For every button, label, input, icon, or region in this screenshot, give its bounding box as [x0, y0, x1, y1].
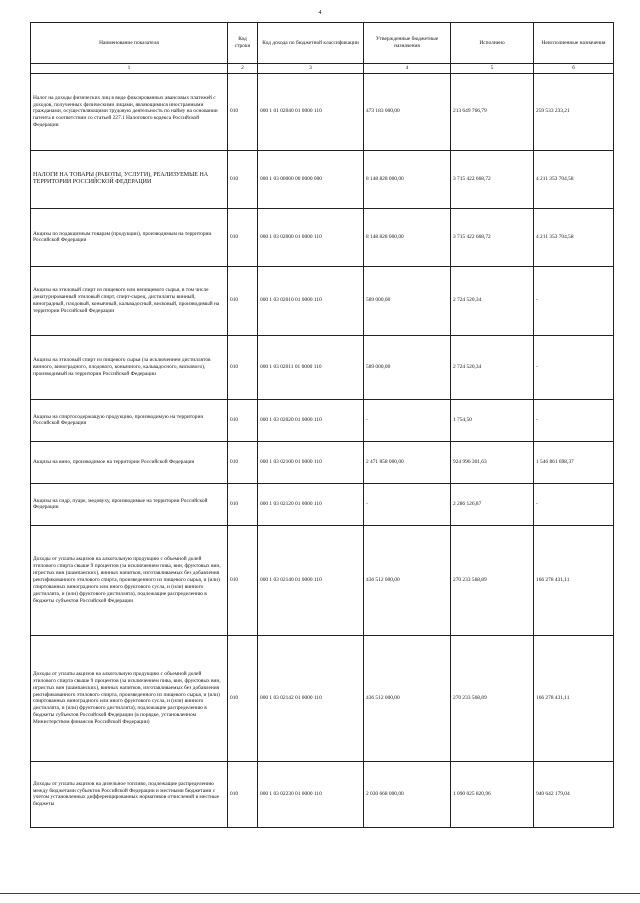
row-line-code: 010: [228, 399, 258, 441]
header-row: [31, 23, 614, 64]
table-row: [31, 266, 614, 335]
row-approved: 436 512 000,00: [364, 635, 451, 761]
row-unexecuted: 4 211 353 704,58: [534, 150, 614, 208]
row-income-code: 000 1 03 02020 01 0000 110: [258, 399, 364, 441]
row-approved: -: [364, 399, 451, 441]
row-unexecuted: -: [534, 399, 614, 441]
row-line-code: 010: [228, 73, 258, 150]
row-name: Акцизы на сидр, пуаре, медовуху, производимые на территории Российской Федерации: [31, 483, 228, 525]
page-bottom-rule: [0, 893, 640, 894]
row-unexecuted: 1 546 861 698,37: [534, 441, 614, 483]
header-line-code: Код строки: [228, 23, 258, 64]
row-unexecuted: 166 278 431,11: [534, 525, 614, 635]
row-income-code: 000 1 03 02000 01 0000 110: [258, 208, 364, 266]
row-approved: 8 148 828 000,00: [364, 150, 451, 208]
row-unexecuted: 259 533 233,21: [534, 73, 614, 150]
row-income-code: 000 1 03 02230 01 0000 110: [258, 761, 364, 827]
row-name: Акцизы на этиловый спирт из пищевого или непищевого сырья, в том числе денатурированный этиловый спирт, спирт-сырец, дистилляты винный, виноградный, плодовый, коньячный, кальвадосный, висковый, производимый на территории Российской Федерации: [31, 266, 228, 335]
column-number: 3: [258, 64, 364, 74]
column-number: 5: [451, 64, 534, 74]
row-name: Налог на доходы физических лиц в виде фиксированных авансовых платежей с доходов, полученных физическими лицами, являющимися иностранными гражданами, осуществляющими трудовую деятельность по найму на основании патента в соответствии со статьей 227.1 Налогового кодекса Российской Федерации: [31, 73, 228, 150]
row-executed: 924 996 301,63: [451, 441, 534, 483]
table-row: [31, 335, 614, 399]
row-name: НАЛОГИ НА ТОВАРЫ (РАБОТЫ, УСЛУГИ), РЕАЛИЗУЕМЫЕ НА ТЕРРИТОРИИ РОССИЙСКОЙ ФЕДЕРАЦИИ: [31, 150, 228, 208]
row-name: Акцизы по подакцизным товарам (продукции), производимым на территории Российской Федерации: [31, 208, 228, 266]
column-number: 6: [534, 64, 614, 74]
row-unexecuted: 166 278 431,11: [534, 635, 614, 761]
row-name: Доходы от уплаты акцизов на алкогольную продукцию с объемной долей этилового спирта свыше 9 процентов (за исключением пива, вин, фруктовых вин, игристых вин (шампанских), винных напитков, изготавливаемых без добавления ректификованного этилового спирта, произведенного из пищевого сырья, и (или) спиртованных виноградного или иного фруктового сусла, и (или) винного дистиллята, и (или) фруктового дистиллята), подлежащие распределению в бюджеты субъектов Российской Федерации (в порядке, установленном Министерством финансов Российской Федерации): [31, 635, 228, 761]
column-number-row: [31, 64, 614, 74]
header-approved: Утвержденные бюджетные назначения: [364, 23, 451, 64]
table-row: [31, 761, 614, 827]
row-executed: 3 715 422 668,72: [451, 150, 534, 208]
row-line-code: 010: [228, 635, 258, 761]
row-executed: 2 724 520,34: [451, 335, 534, 399]
column-number: 4: [364, 64, 451, 74]
table-row: [31, 441, 614, 483]
row-income-code: 000 1 03 02011 01 0000 110: [258, 335, 364, 399]
row-name: Доходы от уплаты акцизов на дизельное топливо, подлежащие распределению между бюджетами субъектов Российской Федерации и местными бюджетами с учетом установленных дифференцированных нормативов отчислений в местные бюджеты: [31, 761, 228, 827]
table-row: [31, 483, 614, 525]
row-executed: 1 754,50: [451, 399, 534, 441]
row-executed: 1 090 025 820,96: [451, 761, 534, 827]
column-number: 1: [31, 64, 228, 74]
column-number: 2: [228, 64, 258, 74]
row-executed: 213 649 766,79: [451, 73, 534, 150]
table-row: [31, 73, 614, 150]
row-line-code: 010: [228, 525, 258, 635]
row-line-code: 010: [228, 208, 258, 266]
row-executed: 2 724 520,34: [451, 266, 534, 335]
header-unexecuted: Неисполненные назначения: [534, 23, 614, 64]
row-approved: 589 000,00: [364, 266, 451, 335]
row-approved: 2 471 858 000,00: [364, 441, 451, 483]
header-executed: Исполнено: [451, 23, 534, 64]
row-unexecuted: -: [534, 483, 614, 525]
row-line-code: 010: [228, 266, 258, 335]
row-name: Акцизы на вино, производимое на территории Российской Федерации: [31, 441, 228, 483]
table-row: [31, 635, 614, 761]
row-unexecuted: -: [534, 335, 614, 399]
row-income-code: 000 1 03 02142 01 0000 110: [258, 635, 364, 761]
row-income-code: 000 1 01 02040 01 0000 110: [258, 73, 364, 150]
row-approved: 2 030 668 000,00: [364, 761, 451, 827]
row-income-code: 000 1 03 02140 01 0000 110: [258, 525, 364, 635]
row-line-code: 010: [228, 335, 258, 399]
table-row: [31, 150, 614, 208]
header-income-code: Код дохода по бюджетной классификации: [258, 23, 364, 64]
table-row: [31, 525, 614, 635]
row-name: Акцизы на спиртосодержащую продукцию, производимую на территории Российской Федерации: [31, 399, 228, 441]
page-number: 4: [318, 10, 322, 16]
row-approved: -: [364, 483, 451, 525]
table-row: [31, 208, 614, 266]
row-executed: 270 233 568,89: [451, 635, 534, 761]
row-name: Акцизы на этиловый спирт из пищевого сырья (за исключением дистиллятов винного, виноградного, плодового, коньячного, кальвадосного, вискового), производимый на территории Российской Федерации: [31, 335, 228, 399]
row-executed: 3 715 422 668,72: [451, 208, 534, 266]
row-line-code: 010: [228, 761, 258, 827]
row-income-code: 000 1 03 02010 01 0000 110: [258, 266, 364, 335]
row-approved: 8 148 828 000,00: [364, 208, 451, 266]
row-approved: 473 183 000,00: [364, 73, 451, 150]
row-income-code: 000 1 03 00000 00 0000 000: [258, 150, 364, 208]
row-income-code: 000 1 03 02100 01 0000 110: [258, 441, 364, 483]
table-row: [31, 399, 614, 441]
row-unexecuted: -: [534, 266, 614, 335]
row-approved: 589 000,00: [364, 335, 451, 399]
income-report-table: [30, 22, 614, 828]
header-name: Наименование показателя: [31, 23, 228, 64]
row-line-code: 010: [228, 441, 258, 483]
row-line-code: 010: [228, 150, 258, 208]
row-unexecuted: 940 642 179,04: [534, 761, 614, 827]
row-unexecuted: 4 211 353 704,58: [534, 208, 614, 266]
row-name: Доходы от уплаты акцизов на алкогольную продукцию с объемной долей этилового спирта свыше 9 процентов (за исключением пива, вин, фруктовых вин, игристых вин (шампанских), винных напитков, изготавливаемых без добавления ректификованного этилового спирта, произведенного из пищевого сырья, и (или) спиртованных виноградного или иного фруктового сусла, и (или) винного дистиллята, и (или) фруктового дистиллята), подлежащие распределению в бюджеты субъектов Российской Федерации: [31, 525, 228, 635]
row-executed: 2 286 126,87: [451, 483, 534, 525]
row-income-code: 000 1 03 02120 01 0000 110: [258, 483, 364, 525]
row-executed: 270 233 568,89: [451, 525, 534, 635]
row-approved: 436 512 000,00: [364, 525, 451, 635]
row-line-code: 010: [228, 483, 258, 525]
